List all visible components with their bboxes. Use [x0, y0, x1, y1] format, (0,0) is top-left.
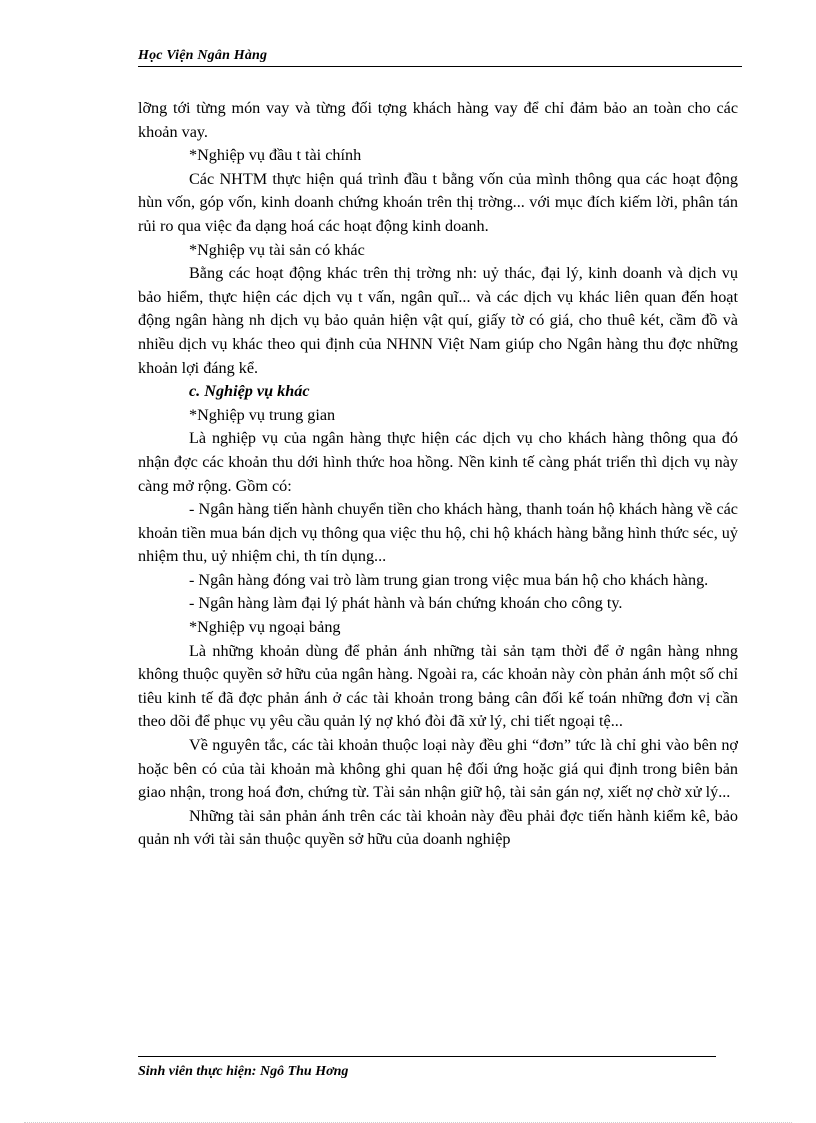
paragraph: *Nghiệp vụ ngoại bảng	[189, 618, 341, 637]
page-header	[138, 48, 742, 67]
paragraph: Những tài sản phản ánh trên các tài khoản này đều phải đợc tiến hành kiểm kê, bảo quản nh với tài sản thuộc quyền sở hữu của doanh nghiệp	[138, 806, 738, 849]
paragraph: *Nghiệp vụ đầu t tài chính	[189, 146, 362, 165]
paragraph: - Ngân hàng tiến hành chuyển tiền cho khách hàng, thanh toán hộ khách hàng về các khoản tiền mua bán dịch vụ thông qua việc thu hộ, chi hộ khách hàng bằng hình thức séc, uỷ nhiệm thu, uỷ nhiệm chi, th tín dụng...	[138, 500, 738, 566]
paragraph: *Nghiệp vụ tài sản có khác	[189, 240, 365, 259]
paragraph: *Nghiệp vụ trung gian	[189, 405, 336, 424]
header-title: Học Viện Ngân Hàng	[138, 48, 268, 63]
paragraph: - Ngân hàng làm đại lý phát hành và bán chứng khoán cho công ty.	[189, 594, 623, 613]
footer-author: Sinh viên thực hiện: Ngô Thu Hơng	[138, 1064, 349, 1079]
paragraph: Các NHTM thực hiện quá trình đầu t bằng vốn của mình thông qua các hoạt động hùn vốn, góp vốn, kinh doanh chứng khoán trên thị trờng... với mục đích kiếm lời, phân tán rủi ro qua việc đa dạng hoá các hoạt động kinh doanh.	[138, 169, 738, 235]
paragraph: Về nguyên tắc, các tài khoản thuộc loại này đều ghi “đơn” tức là chỉ ghi vào bên nợ hoặc bên có của tài khoản mà không ghi quan hệ đối ứng hoặc giá qui định trong biên bản giao nhận, trong hoá đơn, chứng từ. Tài sản nhận giữ hộ, tài sản gán nợ, xiết nợ chờ xử lý...	[138, 736, 738, 802]
paragraph: Bằng các hoạt động khác trên thị trờng nh: uỷ thác, đại lý, kinh doanh và dịch vụ bảo hiểm, thực hiện các dịch vụ t vấn, ngân quĩ... và các dịch vụ khác liên quan đến hoạt động ngân hàng nh dịch vụ bảo quản hiện vật quí, giấy tờ có giá, cho thuê két, cầm đồ và nhiều dịch vụ khác theo qui định của NHNN Việt Nam giúp cho Ngân hàng thu đợc những khoản lợi đáng kể.	[138, 264, 738, 377]
paragraph: Là những khoản dùng để phản ánh những tài sản tạm thời để ở ngân hàng nhng không thuộc quyền sở hữu của ngân hàng. Ngoài ra, các khoản này còn phản ánh một số chỉ tiêu kinh tế đã đợc phản ánh ở các tài khoản trong bảng cân đối kế toán những đơn vị cần theo dõi để phục vụ yêu cầu quản lý nợ khó đòi đã xử lý, chi tiết ngoại tệ...	[138, 641, 738, 731]
page-footer	[138, 1056, 716, 1079]
paragraph: Là nghiệp vụ của ngân hàng thực hiện các dịch vụ cho khách hàng thông qua đó nhận đợc các khoản thu dới hình thức hoa hồng. Nền kinh tế càng phát triển thì dịch vụ này càng mở rộng. Gồm có:	[138, 429, 738, 495]
paragraph: lỡng tới từng món vay và từng đối tợng khách hàng vay để chỉ đảm bảo an toàn cho các khoản vay.	[138, 99, 738, 141]
section-heading: c. Nghiệp vụ khác	[189, 382, 310, 401]
paragraph: - Ngân hàng đóng vai trò làm trung gian trong việc mua bán hộ cho khách hàng.	[189, 570, 709, 589]
body-text	[138, 97, 738, 852]
